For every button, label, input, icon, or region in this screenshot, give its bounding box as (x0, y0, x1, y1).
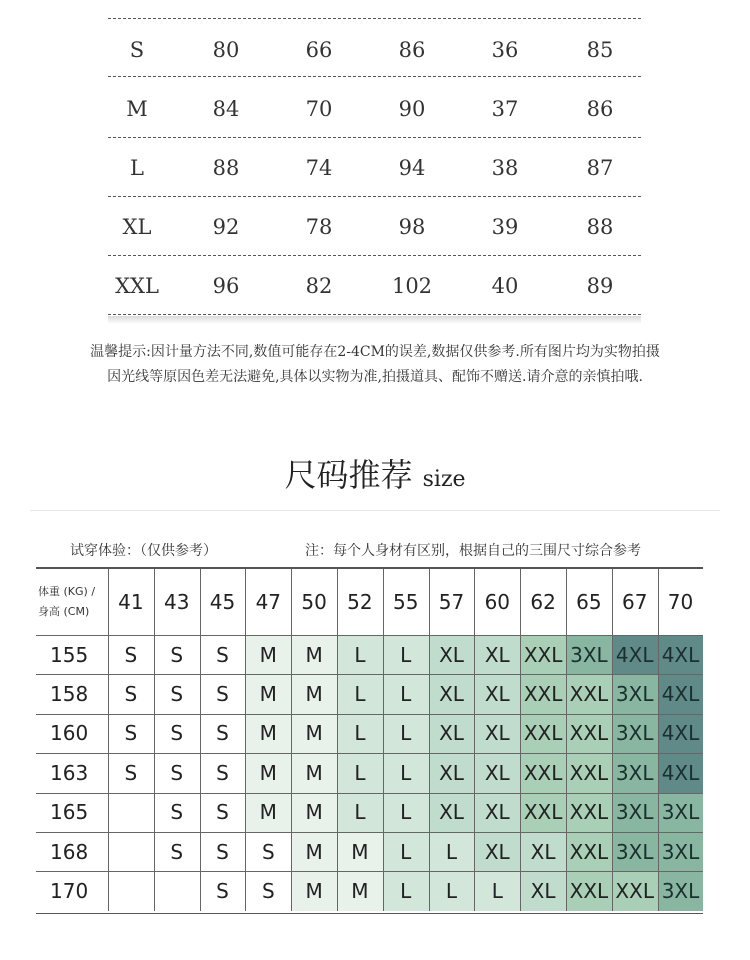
size-cell: L (474, 871, 520, 910)
size-cell: S (245, 871, 291, 910)
measurement-value: 38 (491, 156, 519, 180)
measurement-value: 102 (391, 274, 433, 298)
measurement-value: 66 (305, 38, 333, 62)
size-cell: XXL (520, 753, 566, 792)
size-cell: XL (429, 753, 475, 792)
section-title (0, 450, 750, 496)
measurement-value: 86 (586, 97, 614, 121)
weight-header: 62 (530, 590, 556, 614)
size-cell: L (429, 871, 475, 910)
size-cell: XL (474, 832, 520, 871)
size-cell: L (337, 674, 383, 713)
grid-line (36, 871, 703, 872)
size-cell: S (154, 832, 200, 871)
size-cell: XL (520, 832, 566, 871)
size-cell: 3XL (658, 793, 704, 832)
table-divider (108, 18, 641, 19)
size-cell: XXL (520, 714, 566, 753)
size-cell: S (200, 674, 246, 713)
measurement-value: 89 (586, 274, 614, 298)
height-label: 163 (50, 760, 89, 785)
corner-height-label: 身高 (CM) (38, 605, 90, 618)
grid-line (429, 569, 430, 911)
size-cell: XXL (612, 871, 658, 910)
grid-line (36, 753, 703, 754)
measurement-value: 86 (398, 38, 426, 62)
measurement-value: 96 (212, 274, 240, 298)
size-cell: M (291, 871, 337, 910)
measurement-value: 85 (586, 38, 614, 62)
corner-header (36, 569, 108, 635)
size-label: L (130, 156, 144, 180)
grid-line (36, 832, 703, 833)
size-cell: XL (429, 793, 475, 832)
grid-line (108, 569, 109, 911)
grid-line (566, 569, 567, 911)
measurement-value: 92 (212, 215, 240, 239)
grid-line (612, 569, 613, 911)
measurement-value: 36 (491, 38, 519, 62)
size-cell: XL (429, 635, 475, 674)
size-cell: M (337, 832, 383, 871)
size-cell: M (245, 674, 291, 713)
height-label: 168 (50, 839, 89, 864)
weight-header: 55 (392, 590, 419, 614)
size-cell: M (245, 793, 291, 832)
size-cell: 3XL (612, 753, 658, 792)
size-cell: XL (474, 674, 520, 713)
weight-header: 41 (118, 590, 144, 614)
table-row (108, 30, 641, 70)
size-cell: M (245, 714, 291, 753)
size-cell: S (108, 674, 154, 713)
measurement-value: 98 (398, 215, 426, 239)
size-cell: XL (474, 635, 520, 674)
size-cell: XL (474, 753, 520, 792)
grid-line (36, 714, 703, 715)
table-row (108, 148, 641, 188)
size-label: M (126, 97, 148, 121)
size-cell: S (154, 793, 200, 832)
size-cell: XL (474, 714, 520, 753)
size-cell: XL (474, 793, 520, 832)
measurement-value: 82 (305, 274, 333, 298)
size-cell: M (291, 714, 337, 753)
size-cell: L (337, 753, 383, 792)
size-cell: XXL (566, 674, 612, 713)
height-label: 155 (50, 642, 89, 667)
size-cell: 4XL (658, 753, 704, 792)
size-cell: 3XL (612, 674, 658, 713)
height-label: 165 (50, 800, 89, 825)
size-cell: M (291, 832, 337, 871)
grid-line (245, 569, 246, 911)
size-cell: XL (429, 674, 475, 713)
size-note: 注：每个人身材有区别，根据自己的三围尺寸综合参考 (305, 543, 641, 559)
section-divider (30, 510, 720, 511)
size-recommendation-table (36, 567, 703, 914)
measurement-value: 90 (398, 97, 426, 121)
measurement-value: 80 (212, 38, 240, 62)
size-cell: 4XL (658, 674, 704, 713)
table-divider (108, 196, 641, 197)
size-label: XL (122, 215, 152, 239)
size-cell: L (337, 714, 383, 753)
size-cell: XXL (566, 871, 612, 910)
height-label: 158 (50, 682, 89, 707)
size-cell: L (383, 714, 429, 753)
notice-line-2: 因光线等原因色差无法避免,具体以实物为准,拍摄道具、配饰不赠送.请介意的亲慎拍哦. (107, 369, 643, 385)
weight-header: 70 (667, 590, 694, 614)
weight-header: 67 (621, 590, 648, 614)
size-cell: S (200, 714, 246, 753)
weight-header: 65 (576, 590, 602, 614)
height-label: 160 (50, 721, 89, 746)
table-divider (108, 137, 641, 138)
size-cell: S (108, 714, 154, 753)
weight-header: 50 (301, 590, 327, 614)
weight-header: 43 (163, 590, 190, 614)
section-title-en: size (422, 467, 466, 492)
section-title-cn: 尺码推荐 (284, 456, 413, 494)
size-cell: 4XL (612, 635, 658, 674)
size-cell: L (337, 635, 383, 674)
grid-line (36, 674, 703, 675)
weight-header: 52 (347, 590, 373, 614)
size-cell: XXL (566, 714, 612, 753)
size-cell: XL (429, 714, 475, 753)
grid-line (658, 569, 659, 911)
weight-header: 60 (484, 590, 511, 614)
size-cell: S (200, 753, 246, 792)
size-cell: 3XL (566, 635, 612, 674)
size-cell (108, 832, 154, 871)
grid-line (36, 793, 703, 794)
size-cell: S (108, 753, 154, 792)
size-cell: L (383, 635, 429, 674)
size-cell: XXL (520, 793, 566, 832)
size-cell: S (154, 635, 200, 674)
size-cell: 3XL (612, 793, 658, 832)
size-label: S (129, 38, 145, 62)
weight-header: 47 (255, 590, 282, 614)
size-cell: L (383, 871, 429, 910)
size-cell: L (383, 674, 429, 713)
size-cell: 3XL (612, 832, 658, 871)
corner-weight-label: 体重 (KG) / (38, 585, 96, 598)
measurement-value: 87 (586, 156, 614, 180)
height-label: 170 (50, 879, 89, 904)
grid-line (291, 569, 292, 911)
table-row (108, 207, 641, 247)
size-cell: S (154, 714, 200, 753)
size-cell: S (200, 635, 246, 674)
size-cell: S (200, 871, 246, 910)
size-cell: M (291, 674, 337, 713)
table-row (108, 89, 641, 129)
measurement-value: 88 (212, 156, 240, 180)
size-cell: L (383, 753, 429, 792)
size-cell: 4XL (658, 635, 704, 674)
grid-line (36, 635, 703, 636)
measurement-value: 40 (491, 274, 519, 298)
grid-line (337, 569, 338, 911)
size-cell: L (429, 832, 475, 871)
size-cell: M (337, 871, 383, 910)
size-cell: L (383, 793, 429, 832)
size-cell: 3XL (658, 832, 704, 871)
table-divider (108, 76, 641, 77)
table-row (108, 266, 641, 306)
size-cell: M (291, 635, 337, 674)
measurement-value: 78 (305, 215, 333, 239)
grid-line (474, 569, 475, 911)
size-cell: L (383, 832, 429, 871)
size-cell: XXL (566, 753, 612, 792)
size-cell (154, 871, 200, 910)
size-cell: M (245, 635, 291, 674)
size-cell: L (337, 793, 383, 832)
size-cell: M (245, 753, 291, 792)
size-cell (108, 871, 154, 910)
measurement-value: 94 (398, 156, 426, 180)
size-cell: XXL (520, 635, 566, 674)
weight-header: 45 (209, 590, 236, 614)
size-cell: 3XL (658, 871, 704, 910)
size-cell: S (108, 635, 154, 674)
size-cell: XXL (566, 793, 612, 832)
table-divider (108, 255, 641, 256)
trial-label: 试穿体验：（仅供参考） (70, 543, 217, 559)
size-cell (108, 793, 154, 832)
size-cell: S (245, 832, 291, 871)
measurement-value: 37 (491, 97, 519, 121)
size-label: XXL (115, 274, 159, 298)
size-cell: M (291, 793, 337, 832)
grid-line (383, 569, 384, 911)
measurement-value: 39 (491, 215, 519, 239)
size-cell: XXL (566, 832, 612, 871)
size-cell: 4XL (658, 714, 704, 753)
size-cell: M (291, 753, 337, 792)
weight-header: 57 (438, 590, 465, 614)
size-cell: S (200, 793, 246, 832)
size-cell: XL (520, 871, 566, 910)
measurement-value: 70 (305, 97, 333, 121)
measurement-value: 88 (586, 215, 614, 239)
size-cell: S (154, 753, 200, 792)
grid-line (154, 569, 155, 911)
measurement-value: 84 (212, 97, 240, 121)
size-cell: S (154, 674, 200, 713)
size-cell: XXL (520, 674, 566, 713)
size-cell: S (200, 832, 246, 871)
grid-line (520, 569, 521, 911)
notice-line-1: 温馨提示:因计量方法不同,数值可能存在2-4CM的误差,数据仅供参考.所有图片均为实物拍摄 (90, 344, 660, 360)
table-bottom-shadow (108, 316, 641, 324)
notice-text (0, 340, 750, 390)
grid-line (200, 569, 201, 911)
size-cell: 3XL (612, 714, 658, 753)
table-divider (108, 314, 641, 315)
measurement-value: 74 (305, 156, 333, 180)
